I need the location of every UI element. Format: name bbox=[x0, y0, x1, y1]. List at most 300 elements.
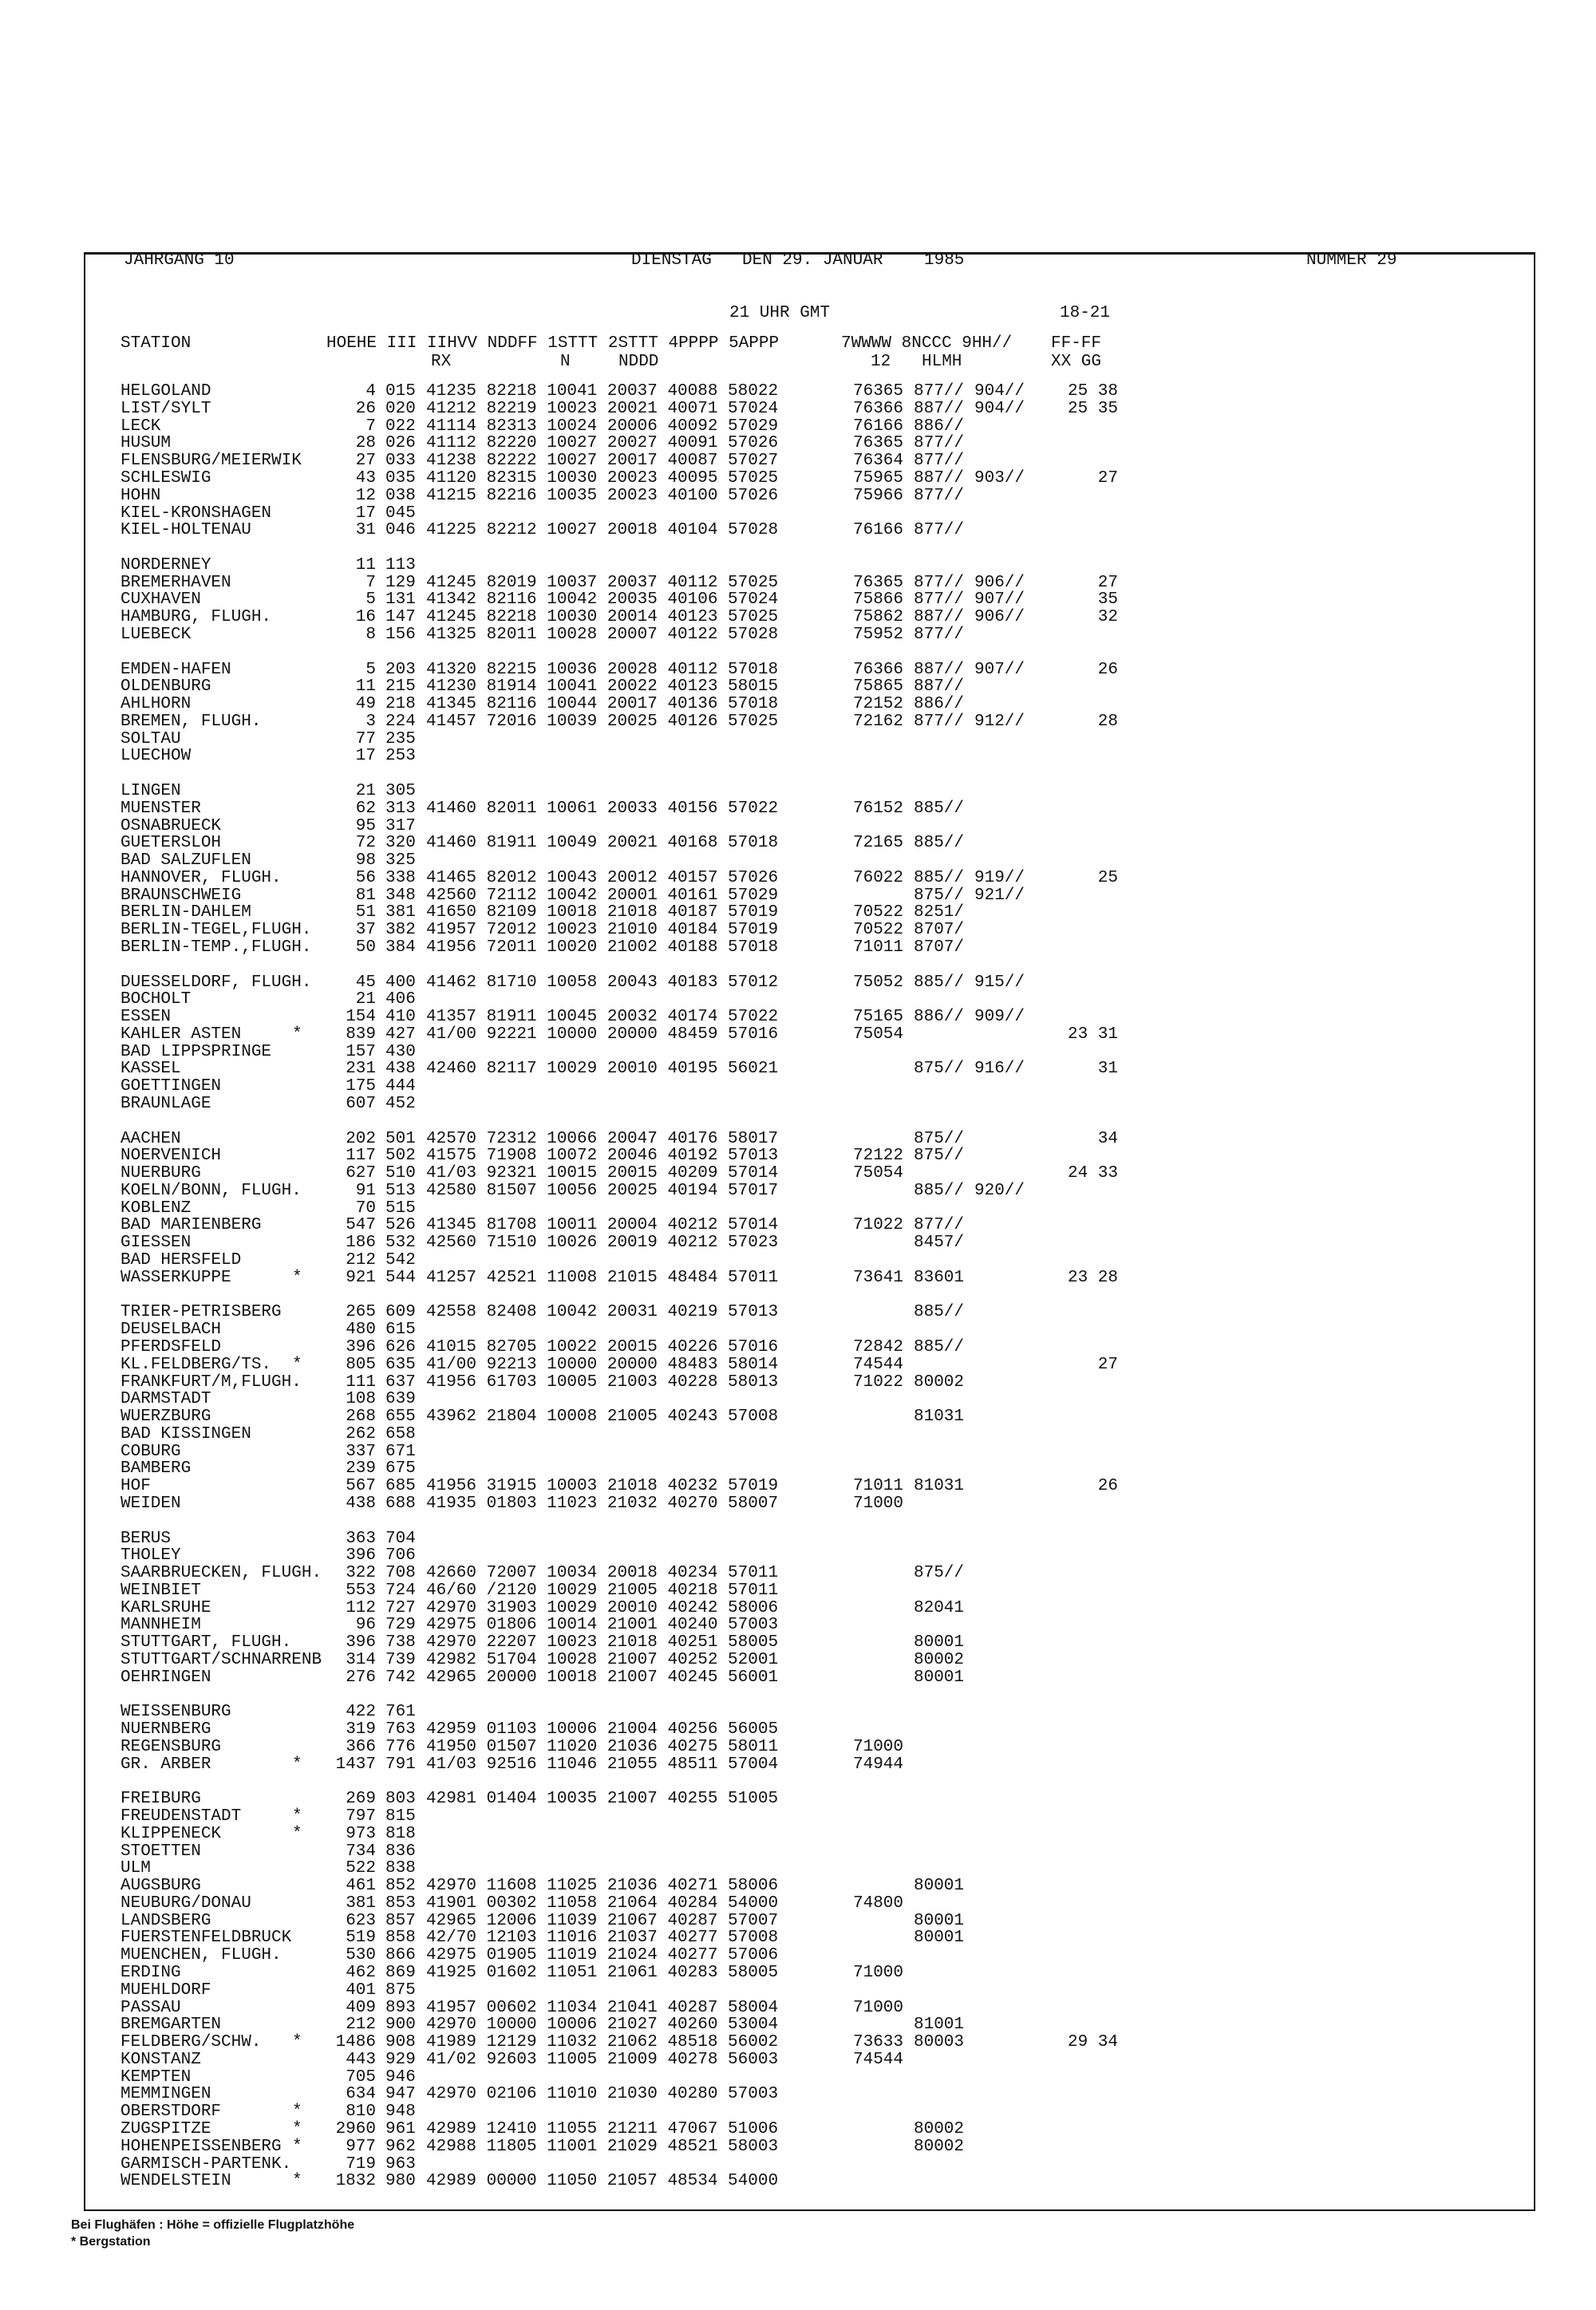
weather-group: 75952 bbox=[853, 625, 904, 644]
station-name: CUXHAVEN bbox=[120, 590, 201, 610]
elevation: 381 bbox=[346, 1893, 376, 1913]
cloud-group: 877// bbox=[914, 573, 965, 592]
station-name: REGENSBURG bbox=[120, 1737, 222, 1756]
station-number: 544 bbox=[385, 1268, 416, 1287]
weather-group: 71000 bbox=[853, 1998, 904, 2017]
table-row bbox=[0, 1860, 1596, 1878]
table-row bbox=[0, 1704, 1596, 1721]
elevation: 401 bbox=[346, 1980, 376, 2000]
elevation: 7 bbox=[365, 417, 376, 436]
station-name: FELDBERG/SCHW. bbox=[120, 2033, 262, 2052]
station-name: GR. ARBER bbox=[120, 1755, 211, 1774]
elevation: 409 bbox=[346, 1998, 376, 2017]
table-row bbox=[0, 1913, 1596, 1930]
station-name: GARMISCH-PARTENK. bbox=[120, 2154, 292, 2174]
elevation: 45 bbox=[355, 973, 376, 992]
station-name: KASSEL bbox=[120, 1060, 181, 1079]
station-name: MANNHEIM bbox=[120, 1616, 201, 1635]
station-name: KL.FELDBERG/TS. bbox=[120, 1355, 272, 1374]
station-name: BRAUNSCHWEIG bbox=[120, 886, 242, 905]
elevation: 269 bbox=[346, 1790, 376, 1809]
synop-groups: 41325 82011 10028 20007 40122 57028 bbox=[426, 625, 779, 644]
station-number: 961 bbox=[385, 2120, 416, 2138]
table-row bbox=[0, 1408, 1596, 1426]
elevation: 977 bbox=[346, 2137, 376, 2156]
cloud-group: 80002 bbox=[914, 1372, 965, 1392]
cloud-group: 885// bbox=[914, 1181, 965, 1200]
station-number: 704 bbox=[385, 1529, 416, 1548]
station-name: ESSEN bbox=[120, 1008, 172, 1027]
station-name: AUGSBURG bbox=[120, 1877, 201, 1896]
cloud-group: 885// bbox=[914, 799, 965, 818]
station-number: 131 bbox=[385, 590, 416, 610]
mountain-station-mark: * bbox=[292, 1807, 302, 1826]
elevation: 623 bbox=[346, 1911, 376, 1930]
station-number: 317 bbox=[385, 816, 416, 835]
station-name: DEUSELBACH bbox=[120, 1321, 222, 1340]
synop-groups: 42965 20000 10018 21007 40245 56001 bbox=[426, 1668, 779, 1687]
station-name: GUETERSLOH bbox=[120, 834, 222, 853]
station-name: NEUBURG/DONAU bbox=[120, 1893, 251, 1913]
station-name: OLDENBURG bbox=[120, 677, 211, 697]
table-row bbox=[0, 2103, 1596, 2121]
station-name: SAARBRUECKEN, FLUGH. bbox=[120, 1564, 322, 1582]
station-number: 724 bbox=[385, 1581, 416, 1600]
station-number: 962 bbox=[385, 2137, 416, 2156]
station-number: 708 bbox=[385, 1564, 416, 1582]
table-row bbox=[0, 835, 1596, 852]
cloud-group: 887// bbox=[914, 399, 965, 418]
synop-groups: 42988 11805 11001 21029 48521 58003 bbox=[426, 2137, 779, 2156]
elevation: 322 bbox=[346, 1564, 376, 1582]
elevation: 49 bbox=[355, 695, 376, 713]
table-row bbox=[0, 1982, 1596, 2000]
station-name: BREMGARTEN bbox=[120, 2016, 222, 2035]
elevation: 21 bbox=[355, 781, 376, 800]
cloud-group: 80001 bbox=[914, 1877, 965, 1896]
station-name: BERLIN-TEGEL,FLUGH. bbox=[120, 921, 312, 940]
weather-group: 72122 bbox=[853, 1147, 904, 1166]
weather-group: 75052 bbox=[853, 973, 904, 992]
synop-groups: 41320 82215 10036 20028 40112 57018 bbox=[426, 660, 779, 679]
table-row bbox=[0, 1669, 1596, 1687]
footnote-airports: Bei Flughäfen : Höhe = offizielle Flugplatzhöhe bbox=[71, 2218, 355, 2232]
elevation: 319 bbox=[346, 1720, 376, 1739]
elevation: 422 bbox=[346, 1703, 376, 1722]
issue-number: NUMMER 29 bbox=[1306, 251, 1397, 270]
cloud-group: 80001 bbox=[914, 1911, 965, 1930]
cloud-group: 885// bbox=[914, 834, 965, 853]
table-row bbox=[0, 1947, 1596, 1964]
table-row bbox=[0, 1374, 1596, 1392]
cloud-group: 80001 bbox=[914, 1668, 965, 1687]
weather-group: 76365 bbox=[853, 434, 904, 453]
synop-groups: 42970 11608 11025 21036 40271 58006 bbox=[426, 1877, 779, 1896]
station-number: 948 bbox=[385, 2103, 416, 2122]
station-number: 980 bbox=[385, 2172, 416, 2191]
elevation: 95 bbox=[355, 816, 376, 835]
table-row bbox=[0, 1460, 1596, 1478]
station-number: 313 bbox=[385, 799, 416, 818]
footnote-mountain-station: * Bergstation bbox=[71, 2235, 151, 2249]
table-row bbox=[0, 1634, 1596, 1652]
station-name: FREUDENSTADT bbox=[120, 1807, 242, 1826]
synop-groups: 41957 00602 11034 21041 40287 58004 bbox=[426, 1998, 779, 2017]
table-row bbox=[0, 800, 1596, 818]
elevation: 43 bbox=[355, 468, 376, 488]
synop-groups: 41950 01507 11020 21036 40275 58011 bbox=[426, 1737, 779, 1756]
weather-group: 76364 bbox=[853, 452, 904, 471]
elevation: 11 bbox=[355, 555, 376, 575]
weather-group: 76365 bbox=[853, 573, 904, 592]
elevation: 462 bbox=[346, 1964, 376, 1982]
table-row bbox=[0, 1721, 1596, 1739]
year-label: 1985 bbox=[924, 251, 965, 270]
station-name: LINGEN bbox=[120, 781, 181, 800]
col-sub-n: N bbox=[560, 353, 571, 371]
elevation: 12 bbox=[355, 486, 376, 505]
cloud-group: 81001 bbox=[914, 2016, 965, 2035]
synop-groups: 41/03 92516 11046 21055 48511 57004 bbox=[426, 1755, 779, 1774]
station-number: 742 bbox=[385, 1668, 416, 1687]
elevation: 239 bbox=[346, 1459, 376, 1479]
station-number: 406 bbox=[385, 990, 416, 1009]
gust-values: 25 35 bbox=[1067, 399, 1118, 418]
elevation: 26 bbox=[355, 399, 376, 418]
table-row bbox=[0, 418, 1596, 436]
station-name: FRANKFURT/M,FLUGH. bbox=[120, 1372, 302, 1392]
elevation: 547 bbox=[346, 1216, 376, 1235]
station-number: 532 bbox=[385, 1234, 416, 1253]
weekday-label: DIENSTAG bbox=[631, 251, 712, 270]
cloud-group: 885// bbox=[914, 868, 965, 887]
station-number: 869 bbox=[385, 1964, 416, 1982]
elevation: 51 bbox=[355, 903, 376, 922]
station-name: HOHN bbox=[120, 486, 161, 505]
table-row bbox=[0, 1582, 1596, 1600]
station-name: OEHRINGEN bbox=[120, 1668, 211, 1687]
cloud-group: 80002 bbox=[914, 2137, 965, 2156]
mountain-station-mark: * bbox=[292, 2137, 302, 2156]
mountain-station-mark: * bbox=[292, 2120, 302, 2138]
synop-groups: 41460 81911 10049 20021 40168 57018 bbox=[426, 834, 779, 853]
cloud-height-group: 921// bbox=[974, 886, 1025, 905]
station-number: 776 bbox=[385, 1737, 416, 1756]
table-row bbox=[0, 1252, 1596, 1270]
station-name: FUERSTENFELDBRUCK bbox=[120, 1929, 292, 1948]
elevation: 50 bbox=[355, 938, 376, 957]
elevation: 117 bbox=[346, 1147, 376, 1166]
synop-groups: 42975 01806 10014 21001 40240 57003 bbox=[426, 1616, 779, 1635]
station-name: DARMSTADT bbox=[120, 1390, 211, 1409]
station-number: 033 bbox=[385, 452, 416, 471]
table-row bbox=[0, 2016, 1596, 2034]
col-codes2: 7WWWW 8NCCC 9HH// bbox=[841, 334, 1013, 353]
table-row bbox=[0, 748, 1596, 765]
synop-groups: 41935 01803 11023 21032 40270 58007 bbox=[426, 1494, 779, 1513]
weather-group: 72165 bbox=[853, 834, 904, 853]
station-name: KOELN/BONN, FLUGH. bbox=[120, 1181, 302, 1200]
synop-groups: 42560 71510 10026 20019 40212 57023 bbox=[426, 1234, 779, 1253]
cloud-group: 82041 bbox=[914, 1598, 965, 1617]
station-name: HAMBURG, FLUGH. bbox=[120, 608, 272, 627]
station-number: 022 bbox=[385, 417, 416, 436]
synop-groups: 42965 12006 11039 21067 40287 57007 bbox=[426, 1911, 779, 1930]
station-number: 224 bbox=[385, 712, 416, 731]
cloud-height-group: 906// bbox=[974, 573, 1025, 592]
elevation: 154 bbox=[346, 1008, 376, 1027]
cloud-group: 885// bbox=[914, 1337, 965, 1356]
table-row bbox=[0, 2000, 1596, 2017]
station-number: 836 bbox=[385, 1842, 416, 1861]
synop-groups: 42970 02106 11010 21030 40280 57003 bbox=[426, 2085, 779, 2104]
elevation: 108 bbox=[346, 1390, 376, 1409]
elevation: 805 bbox=[346, 1355, 376, 1374]
synop-groups: 41230 81914 10041 20022 40123 58015 bbox=[426, 677, 779, 697]
station-number: 635 bbox=[385, 1355, 416, 1374]
station-number: 452 bbox=[385, 1095, 416, 1113]
elevation: 5 bbox=[365, 660, 376, 679]
synop-groups: 42989 12410 11055 21211 47067 51006 bbox=[426, 2120, 779, 2138]
station-number: 838 bbox=[385, 1859, 416, 1878]
weather-group: 74544 bbox=[853, 1355, 904, 1374]
synop-groups: 41956 61703 10005 21003 40228 58013 bbox=[426, 1372, 779, 1392]
cloud-group: 887// bbox=[914, 468, 965, 488]
station-number: 675 bbox=[385, 1459, 416, 1479]
elevation: 480 bbox=[346, 1321, 376, 1340]
synop-groups: 41956 31915 10003 21018 40232 57019 bbox=[426, 1477, 779, 1496]
weather-group: 70522 bbox=[853, 921, 904, 940]
station-name: BAD MARIENBERG bbox=[120, 1216, 262, 1235]
elevation: 438 bbox=[346, 1494, 376, 1513]
synop-groups: 41225 82212 10027 20018 40104 57028 bbox=[426, 521, 779, 540]
station-number: 026 bbox=[385, 434, 416, 453]
cloud-group: 885// bbox=[914, 973, 965, 992]
station-number: 858 bbox=[385, 1929, 416, 1948]
synop-groups: 41957 72012 10023 21010 40184 57019 bbox=[426, 921, 779, 940]
gust-values: 24 33 bbox=[1067, 1164, 1118, 1183]
weather-group: 73633 bbox=[853, 2033, 904, 2052]
station-number: 615 bbox=[385, 1321, 416, 1340]
elevation: 91 bbox=[355, 1181, 376, 1200]
station-name: HOHENPEISSENBERG bbox=[120, 2137, 282, 2156]
synop-groups: 41457 72016 10039 20025 40126 57025 bbox=[426, 712, 779, 731]
cloud-height-group: 903// bbox=[974, 468, 1025, 488]
col-sub-rx: RX bbox=[431, 353, 452, 371]
station-name: MUENSTER bbox=[120, 799, 201, 818]
station-name: SOLTAU bbox=[120, 729, 181, 748]
station-number: 203 bbox=[385, 660, 416, 679]
station-number: 671 bbox=[385, 1442, 416, 1461]
table-row bbox=[0, 1878, 1596, 1895]
table-row bbox=[0, 1026, 1596, 1044]
table-row bbox=[0, 904, 1596, 922]
station-name: WENDELSTEIN bbox=[120, 2172, 231, 2191]
station-number: 658 bbox=[385, 1424, 416, 1443]
mountain-station-mark: * bbox=[292, 2103, 302, 2122]
station-number: 963 bbox=[385, 2154, 416, 2174]
synop-groups: 41345 81708 10011 20004 40212 57014 bbox=[426, 1216, 779, 1235]
station-name: AHLHORN bbox=[120, 695, 192, 713]
station-number: 929 bbox=[385, 2050, 416, 2069]
synop-groups: 41215 82216 10035 20023 40100 57026 bbox=[426, 486, 779, 505]
weather-group: 75054 bbox=[853, 1025, 904, 1044]
station-name: KEMPTEN bbox=[120, 2067, 192, 2087]
synop-groups: 42970 31903 10029 20010 40242 58006 bbox=[426, 1598, 779, 1617]
station-name: NUERNBERG bbox=[120, 1720, 211, 1739]
cloud-group: 877// bbox=[914, 521, 965, 540]
table-row bbox=[0, 887, 1596, 905]
station-name: LUECHOW bbox=[120, 747, 192, 766]
table-row bbox=[0, 2156, 1596, 2174]
station-number: 502 bbox=[385, 1147, 416, 1166]
table-row bbox=[0, 1183, 1596, 1200]
synop-groups: 42460 82117 10029 20010 40195 56021 bbox=[426, 1060, 779, 1079]
table-row bbox=[0, 452, 1596, 470]
table-row bbox=[0, 870, 1596, 887]
elevation: 719 bbox=[346, 2154, 376, 2174]
table-row bbox=[0, 383, 1596, 401]
table-row bbox=[0, 591, 1596, 609]
table-row bbox=[0, 1530, 1596, 1548]
station-name: HELGOLAND bbox=[120, 382, 211, 401]
station-number: 791 bbox=[385, 1755, 416, 1774]
synop-groups: 42/70 12103 11016 21037 40277 57008 bbox=[426, 1929, 779, 1948]
synop-groups: 41342 82116 10042 20035 40106 57024 bbox=[426, 590, 779, 610]
synop-groups: 41575 71908 10072 20046 40192 57013 bbox=[426, 1147, 779, 1166]
elevation: 1437 bbox=[335, 1755, 376, 1774]
station-number: 738 bbox=[385, 1633, 416, 1653]
station-number: 727 bbox=[385, 1598, 416, 1617]
elevation: 17 bbox=[355, 747, 376, 766]
weather-group: 75966 bbox=[853, 486, 904, 505]
table-row bbox=[0, 575, 1596, 592]
cloud-group: 80002 bbox=[914, 1650, 965, 1669]
station-number: 400 bbox=[385, 973, 416, 992]
station-number: 382 bbox=[385, 921, 416, 940]
table-row bbox=[0, 1270, 1596, 1287]
weather-group: 71022 bbox=[853, 1216, 904, 1235]
station-number: 761 bbox=[385, 1703, 416, 1722]
station-number: 045 bbox=[385, 503, 416, 523]
cloud-height-group: 904// bbox=[974, 399, 1025, 418]
mountain-station-mark: * bbox=[292, 1268, 302, 1287]
table-row bbox=[0, 1826, 1596, 1843]
synop-groups: 41465 82012 10043 20012 40157 57026 bbox=[426, 868, 779, 887]
station-name: AACHEN bbox=[120, 1129, 181, 1148]
table-row bbox=[0, 1304, 1596, 1321]
station-number: 739 bbox=[385, 1650, 416, 1669]
table-row bbox=[0, 696, 1596, 713]
gust-values: 32 bbox=[1097, 608, 1118, 627]
station-name: NOERVENICH bbox=[120, 1147, 222, 1166]
elevation: 56 bbox=[355, 868, 376, 887]
station-name: PASSAU bbox=[120, 1998, 181, 2017]
table-row bbox=[0, 470, 1596, 488]
elevation: 265 bbox=[346, 1303, 376, 1322]
synop-groups: 41357 81911 10045 20032 40174 57022 bbox=[426, 1008, 779, 1027]
gust-values: 31 bbox=[1097, 1060, 1118, 1079]
weather-group: 71011 bbox=[853, 1477, 904, 1496]
station-name: KONSTANZ bbox=[120, 2050, 201, 2069]
gust-values: 28 bbox=[1097, 712, 1118, 731]
synop-groups: 42959 01103 10006 21004 40256 56005 bbox=[426, 1720, 779, 1739]
cloud-group: 875// bbox=[914, 1060, 965, 1079]
station-name: BAD HERSFELD bbox=[120, 1251, 242, 1270]
mountain-station-mark: * bbox=[292, 2172, 302, 2191]
synop-groups: 41/00 92221 10000 20000 48459 57016 bbox=[426, 1025, 779, 1044]
elevation: 5 bbox=[365, 590, 376, 610]
station-number: 857 bbox=[385, 1911, 416, 1930]
table-row bbox=[0, 435, 1596, 452]
synop-groups: 42970 10000 10006 21027 40260 53004 bbox=[426, 2016, 779, 2035]
synop-groups: 41460 82011 10061 20033 40156 57022 bbox=[426, 799, 779, 818]
station-number: 427 bbox=[385, 1025, 416, 1044]
elevation: 705 bbox=[346, 2067, 376, 2087]
station-name: TRIER-PETRISBERG bbox=[120, 1303, 282, 1322]
elevation: 530 bbox=[346, 1946, 376, 1965]
table-row bbox=[0, 1495, 1596, 1513]
station-number: 129 bbox=[385, 573, 416, 592]
station-name: FREIBURG bbox=[120, 1790, 201, 1809]
weather-group: 76022 bbox=[853, 868, 904, 887]
synop-groups: 42660 72007 10034 20018 40234 57011 bbox=[426, 1564, 779, 1582]
synop-groups: 41345 82116 10044 20017 40136 57018 bbox=[426, 695, 779, 713]
mountain-station-mark: * bbox=[292, 2033, 302, 2052]
station-number: 381 bbox=[385, 903, 416, 922]
cloud-group: 877// bbox=[914, 382, 965, 401]
volume-label: JAHRGANG 10 bbox=[124, 251, 235, 270]
station-name: KARLSRUHE bbox=[120, 1598, 211, 1617]
date-label: DEN 29. JANUAR bbox=[742, 251, 883, 270]
gust-values: 27 bbox=[1097, 573, 1118, 592]
station-name: OBERSTDORF bbox=[120, 2103, 222, 2122]
elevation: 921 bbox=[346, 1268, 376, 1287]
table-row bbox=[0, 1165, 1596, 1183]
cloud-group: 887// bbox=[914, 677, 965, 697]
station-name: BERUS bbox=[120, 1529, 172, 1548]
cloud-height-group: 907// bbox=[974, 590, 1025, 610]
synop-groups: 41015 82705 10022 20015 40226 57016 bbox=[426, 1337, 779, 1356]
station-name: HOF bbox=[120, 1477, 151, 1496]
station-name: MUEHLDORF bbox=[120, 1980, 211, 2000]
station-number: 526 bbox=[385, 1216, 416, 1235]
station-number: 020 bbox=[385, 399, 416, 418]
station-number: 384 bbox=[385, 938, 416, 957]
weather-group: 76152 bbox=[853, 799, 904, 818]
table-row bbox=[0, 713, 1596, 731]
station-name: BAMBERG bbox=[120, 1459, 192, 1479]
table-row bbox=[0, 1808, 1596, 1826]
weather-group: 74944 bbox=[853, 1755, 904, 1774]
weather-group: 74544 bbox=[853, 2050, 904, 2069]
station-number: 637 bbox=[385, 1372, 416, 1392]
elevation: 28 bbox=[355, 434, 376, 453]
table-row bbox=[0, 922, 1596, 939]
station-name: WEIDEN bbox=[120, 1494, 181, 1513]
table-row bbox=[0, 1200, 1596, 1218]
table-row bbox=[0, 1565, 1596, 1582]
station-name: KOBLENZ bbox=[120, 1198, 192, 1218]
station-number: 305 bbox=[385, 781, 416, 800]
table-row bbox=[0, 401, 1596, 418]
weather-group: 71000 bbox=[853, 1964, 904, 1982]
cloud-group: 886// bbox=[914, 417, 965, 436]
cloud-height-group: 909// bbox=[974, 1008, 1025, 1027]
table-row bbox=[0, 783, 1596, 800]
table-row bbox=[0, 2086, 1596, 2103]
cloud-height-group: 920// bbox=[974, 1181, 1025, 1200]
